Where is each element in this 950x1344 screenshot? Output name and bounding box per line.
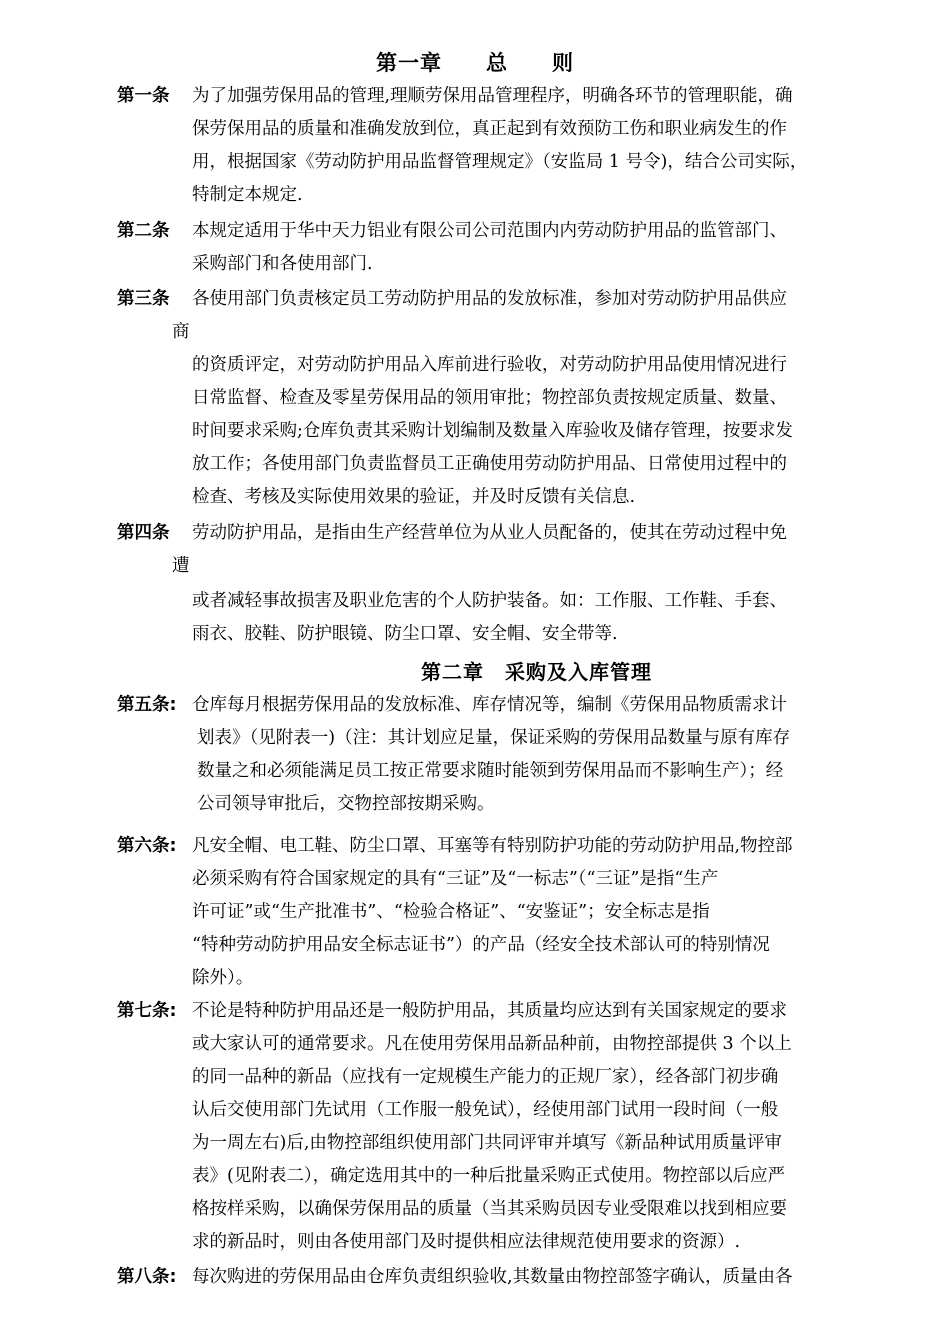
article-4-line: 遭 <box>172 556 190 576</box>
article-7-line: 表》(见附表二），确定选用其中的一种后批量采购正式使用。物控部以后应严 <box>192 1166 786 1186</box>
article-5-line: 仓库每月根据劳保用品的发放标准、库存情况等，编制《劳保用品物质需求计 <box>192 695 787 715</box>
chapter-1-title: 第一章 总 则 <box>376 50 574 75</box>
article-4-line: 或者减轻事故损害及职业危害的个人防护装备。如：工作服、工作鞋、手套、 <box>192 591 787 611</box>
article-6-label: 第六条: <box>117 836 177 856</box>
article-7-line: 求的新品时，则由各使用部门及时提供相应法律规范使用要求的资源）. <box>192 1232 741 1252</box>
article-7-line: 或大家认可的通常要求。凡在使用劳保用品新品种前，由物控部提供 3 个以上 <box>192 1034 792 1054</box>
article-2-line: 采购部门和各使用部门. <box>192 254 373 274</box>
article-3-line: 检查、考核及实际使用效果的验证，并及时反馈有关信息. <box>192 487 636 507</box>
article-4-label: 第四条 <box>117 523 170 543</box>
article-5-line: 划表》（见附表一)（注：其计划应足量，保证采购的劳保用品数量与原有库存 <box>197 728 791 748</box>
article-7-line: 不论是特种防护用品还是一般防护用品，其质量均应达到有关国家规定的要求 <box>192 1001 787 1021</box>
article-7-line: 为一周左右)后,由物控部组织使用部门共同评审并填写《新品种试用质量评审 <box>192 1133 782 1153</box>
article-5-label: 第五条: <box>117 695 177 715</box>
article-1-line: 保劳保用品的质量和准确发放到位，真正起到有效预防工伤和职业病发生的作 <box>192 119 787 139</box>
article-7-line: 格按样采购，以确保劳保用品的质量（当其采购员因专业受限难以找到相应要 <box>192 1199 787 1219</box>
article-5-line: 公司领导审批后，交物控部按期采购。 <box>197 794 495 814</box>
article-3-line: 日常监督、检查及零星劳保用品的领用审批；物控部负责按规定质量、数量、 <box>192 388 787 408</box>
article-1-line: 用，根据国家《劳动防护用品监督管理规定》（安监局 1 号令)，结合公司实际， <box>192 152 808 172</box>
article-4-line: 劳动防护用品，是指由生产经营单位为从业人员配备的，使其在劳动过程中免 <box>192 523 787 543</box>
article-2-line: 本规定适用于华中天力铝业有限公司公司范围内内劳动防护用品的监管部门、 <box>192 221 787 241</box>
article-6-line: 凡安全帽、电工鞋、防尘口罩、耳塞等有特别防护功能的劳动防护用品,物控部 <box>192 836 793 856</box>
article-4-line: 雨衣、胶鞋、防护眼镜、防尘口罩、安全帽、安全带等. <box>192 624 618 644</box>
article-6-line: 除外）。 <box>192 968 254 988</box>
article-6-line: 许可证”或“生产批准书”、“检验合格证”、“安鉴证”；安全标志是指 <box>192 902 710 922</box>
article-7-line: 的同一品种的新品（应找有一定规模生产能力的正规厂家），经各部门初步确 <box>192 1067 779 1087</box>
article-3-label: 第三条 <box>117 289 170 309</box>
article-2-label: 第二条 <box>117 221 170 241</box>
article-1-line: 特制定本规定. <box>192 185 303 205</box>
article-6-line: “特种劳动防护用品安全标志证书”）的产品（经安全技术部认可的特别情况 <box>192 935 770 955</box>
article-1-line: 为了加强劳保用品的管理,理顺劳保用品管理程序，明确各环节的管理职能，确 <box>192 86 793 106</box>
article-3-line: 放工作；各使用部门负责监督员工正确使用劳动防护用品、日常使用过程中的 <box>192 454 787 474</box>
article-7-line: 认后交使用部门先试用（工作服一般免试），经使用部门试用一段时间（一般 <box>192 1100 779 1120</box>
article-3-line: 的资质评定，对劳动防护用品入库前进行验收，对劳动防护用品使用情况进行 <box>192 355 787 375</box>
article-8-line: 每次购进的劳保用品由仓库负责组织验收,其数量由物控部签字确认，质量由各 <box>192 1267 793 1287</box>
article-6-line: 必须采购有符合国家规定的具有“三证”及“一标志”（“三证”是指“生产 <box>192 869 719 889</box>
chapter-2-title: 第二章 采购及入库管理 <box>421 660 652 684</box>
article-3-line: 时间要求采购;仓库负责其采购计划编制及数量入库验收及储存管理，按要求发 <box>192 421 793 441</box>
article-3-line: 各使用部门负责核定员工劳动防护用品的发放标准，参加对劳动防护用品供应 <box>192 289 787 309</box>
article-3-line: 商 <box>172 322 190 342</box>
article-5-line: 数量之和必须能满足员工按正常要求随时能领到劳保用品而不影响生产）；经 <box>197 761 784 781</box>
article-8-label: 第八条: <box>117 1267 177 1287</box>
article-1-label: 第一条 <box>117 86 170 106</box>
article-7-label: 第七条: <box>117 1001 177 1021</box>
